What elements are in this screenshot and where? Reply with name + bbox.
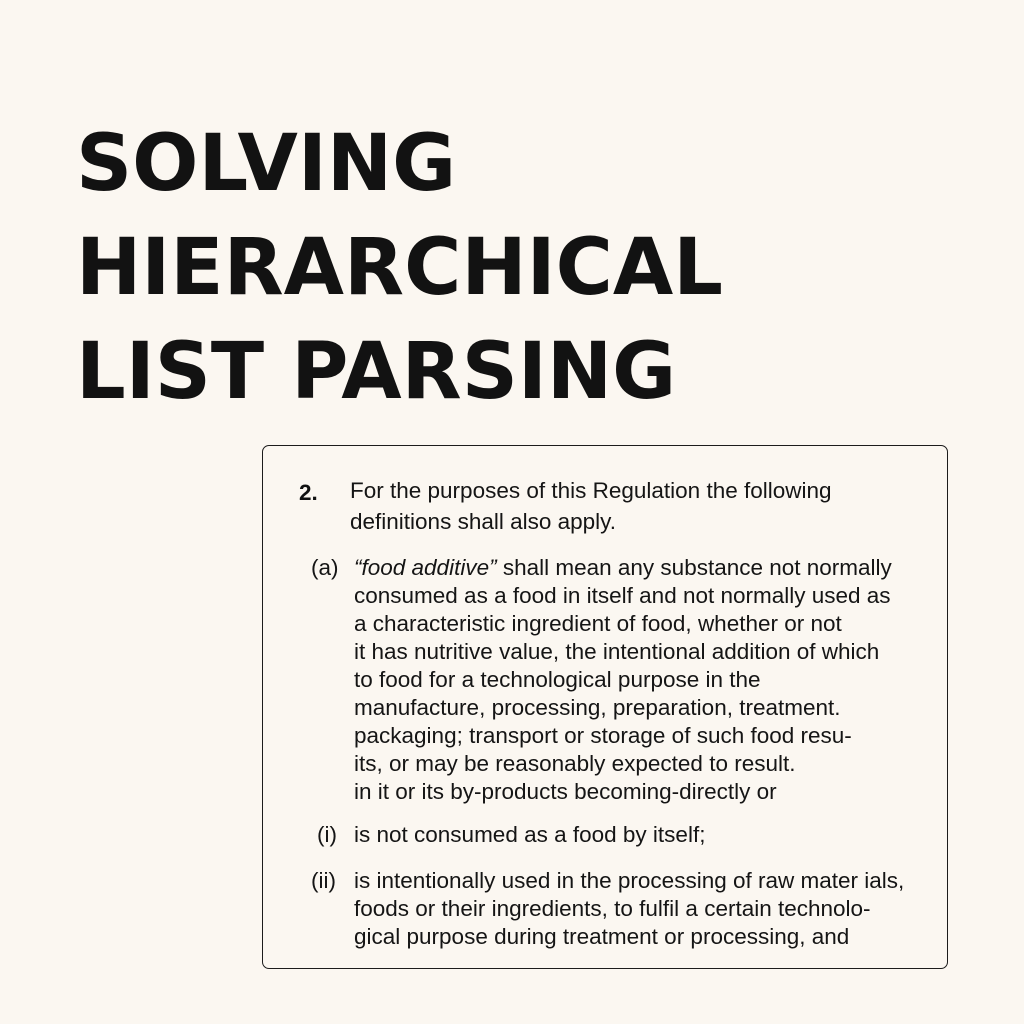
- title-line-2: HIERARCHICAL: [76, 223, 723, 313]
- item-a-line: its, or may be reasonably expected to result.: [354, 751, 796, 776]
- page-title: [76, 112, 723, 424]
- item-a-line: [354, 556, 892, 580]
- item-a-line: it has nutritive value, the intentional addition of which: [354, 639, 880, 664]
- list-marker-ii: (ii): [311, 868, 336, 893]
- section-number: 2.: [299, 480, 318, 505]
- item-a-line: packaging; transport or storage of such food resu-: [354, 723, 852, 748]
- item-a-line: a characteristic ingredient of food, whether or not: [354, 611, 842, 636]
- title-line-1: SOLVING: [76, 119, 457, 209]
- item-ii-line: gical purpose during treatment or processing, and: [354, 924, 850, 949]
- list-marker-a: (a): [311, 555, 339, 580]
- item-a-first-line-rest: shall mean any substance not normally: [496, 555, 892, 580]
- item-ii-line: foods or their ingredients, to fulfil a certain technolo-: [354, 896, 871, 921]
- item-a-line: to food for a technological purpose in the: [354, 667, 761, 692]
- defined-term: “food additive”: [354, 555, 497, 580]
- regulation-excerpt-card: [262, 445, 948, 969]
- title-line-3: LIST PARSING: [76, 327, 677, 417]
- item-a-line: in it or its by-products becoming-directly or: [354, 779, 777, 804]
- item-a-line: manufacture, processing, preparation, treatment.: [354, 695, 841, 720]
- item-a-line: consumed as a food in itself and not normally used as: [354, 583, 891, 608]
- item-i-line: is not consumed as a food by itself;: [354, 822, 706, 847]
- item-ii-line: is intentionally used in the processing of raw mater ials,: [354, 868, 905, 893]
- section-text-line: For the purposes of this Regulation the following: [350, 478, 832, 503]
- list-marker-i: (i): [317, 822, 337, 847]
- section-text-line: definitions shall also apply.: [350, 509, 616, 534]
